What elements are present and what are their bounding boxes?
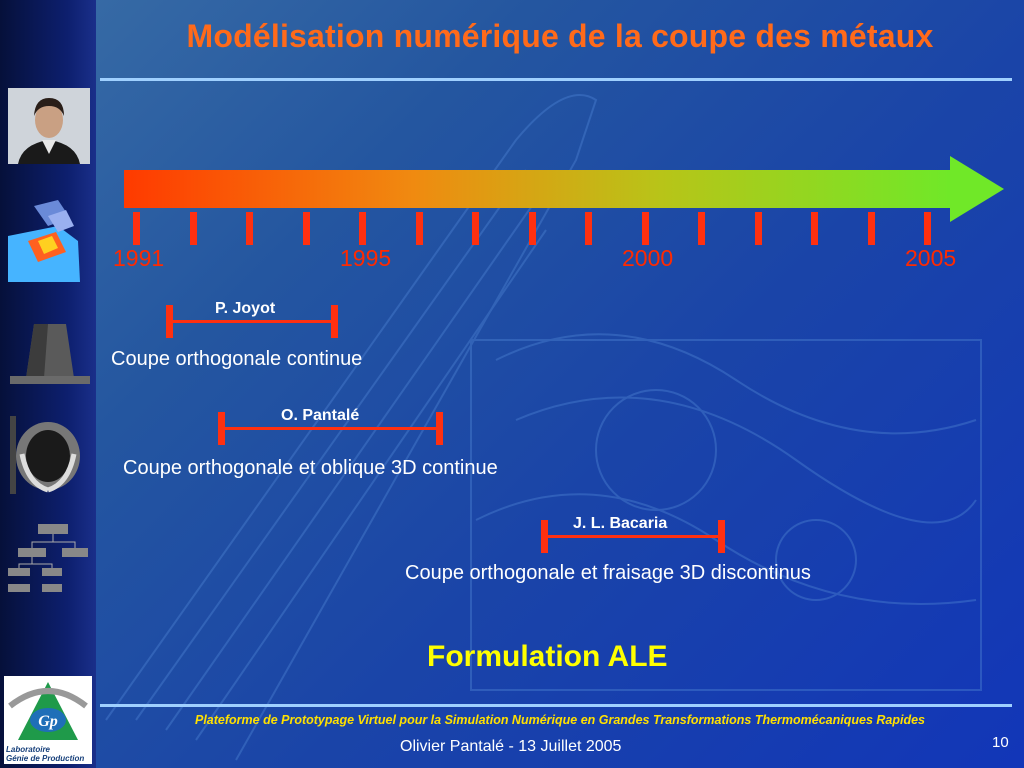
formulation-ale: Formulation ALE [427, 640, 668, 673]
timeline-tick [642, 212, 649, 245]
work-label-2: Coupe orthogonale et oblique 3D continue [123, 457, 498, 479]
footer-author-date: Olivier Pantalé - 13 Juillet 2005 [400, 738, 622, 755]
timeline-tick [246, 212, 253, 245]
timeline-tick [303, 212, 310, 245]
timeline-tick [359, 212, 366, 245]
year-label-2000: 2000 [622, 245, 674, 271]
timeline-tick [416, 212, 423, 245]
slide-title: Modélisation numérique de la coupe des métaux [186, 18, 934, 54]
logo-initials: Gp [38, 713, 58, 730]
timeline-tick [868, 212, 875, 245]
timeline-tick [133, 212, 140, 245]
timeline-tick [529, 212, 536, 245]
range-start-marker [541, 520, 548, 553]
logo-text [6, 745, 84, 763]
title-divider [100, 78, 1012, 81]
timeline-tick [585, 212, 592, 245]
ring-mesh-thumbnail [8, 414, 90, 496]
cylinder-thumbnail [8, 320, 90, 386]
footer-platform: Plateforme de Prototypage Virtuel pour la Simulation Numérique en Grandes Transformations Thermomécaniques Rapides [194, 713, 926, 727]
range-start-marker [218, 412, 225, 445]
page-number: 10 [992, 734, 1009, 751]
timeline-tick [472, 212, 479, 245]
work-label-1: Coupe orthogonale continue [111, 348, 363, 370]
timeline-tick [698, 212, 705, 245]
work-label-3: Coupe orthogonale et fraisage 3D discontinus [405, 562, 811, 584]
range-end-marker [331, 305, 338, 338]
author-joyot: P. Joyot [215, 300, 276, 317]
simulation-thumbnail [8, 196, 90, 282]
author-pantale: O. Pantalé [281, 407, 360, 424]
range-arrow [225, 427, 436, 430]
timeline-tick [924, 212, 931, 245]
gp-logo-icon [4, 676, 92, 744]
range-arrow [173, 320, 331, 323]
logo-line2: Génie de Production [6, 754, 85, 763]
year-label-1991: 1991 [113, 245, 165, 271]
timeline-tick [755, 212, 762, 245]
author-bacaria: J. L. Bacaria [573, 515, 668, 532]
range-end-marker [718, 520, 725, 553]
range-start-marker [166, 305, 173, 338]
sidebar [0, 0, 96, 768]
logo-line1: Laboratoire [6, 745, 51, 754]
timeline-tick [811, 212, 818, 245]
portrait-photo [8, 88, 90, 164]
range-arrow [548, 535, 718, 538]
year-label-1995: 1995 [340, 245, 392, 271]
lab-logo [4, 676, 92, 764]
timeline-tick [190, 212, 197, 245]
footer-divider [100, 704, 1012, 707]
flowchart-thumbnail [8, 522, 90, 596]
range-end-marker [436, 412, 443, 445]
year-label-2005: 2005 [905, 245, 957, 271]
